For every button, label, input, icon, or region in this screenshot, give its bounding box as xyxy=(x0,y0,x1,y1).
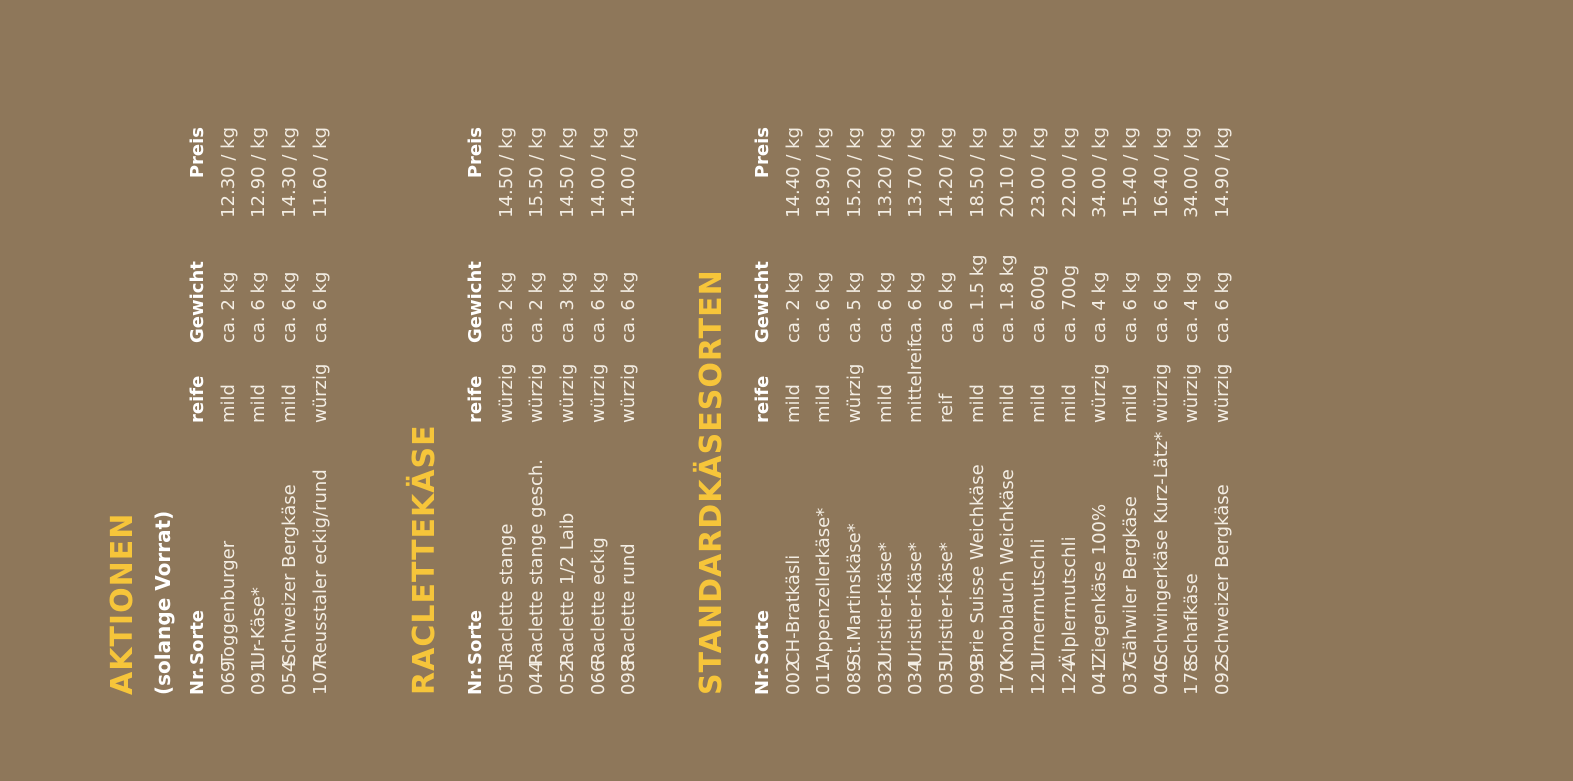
table-header-row xyxy=(747,55,778,695)
cell-reife: würzig xyxy=(1150,363,1172,423)
cell-gewicht: ca. 2 kg xyxy=(217,271,239,343)
cell-sorte: Raclette eckig xyxy=(587,537,609,665)
cell-reife: mild xyxy=(966,384,988,423)
cell-gewicht: ca. 700g xyxy=(1058,264,1080,343)
cell-reife: würzig xyxy=(843,363,865,423)
cell-nr: 040 xyxy=(1150,660,1172,695)
cell-nr: 052 xyxy=(556,660,578,695)
cell-reife: mild xyxy=(1028,384,1050,423)
table-row xyxy=(613,55,644,695)
cell-nr: 099 xyxy=(966,660,988,695)
cell-nr: 170 xyxy=(997,660,1019,695)
cell-sorte: Ur-Käse* xyxy=(248,587,270,665)
cell-reife: würzig xyxy=(1212,363,1234,423)
cell-sorte: Uristier-Käse* xyxy=(905,542,927,665)
cell-gewicht: ca. 6 kg xyxy=(1150,271,1172,343)
cell-reife: würzig xyxy=(618,363,640,423)
cell-sorte: Toggenburger xyxy=(217,540,239,665)
price-table xyxy=(460,55,644,695)
cell-nr: 089 xyxy=(843,660,865,695)
cell-gewicht: ca. 1.5 kg xyxy=(966,254,988,343)
cell-reife: würzig xyxy=(1089,363,1111,423)
cell-nr: 091 xyxy=(248,660,270,695)
table-row xyxy=(243,55,274,695)
cell-nr: 051 xyxy=(495,660,517,695)
cell-nr: 054 xyxy=(278,660,300,695)
cell-sorte: CH-Bratkäsli xyxy=(782,554,804,665)
cell-gewicht: ca. 6 kg xyxy=(278,271,300,343)
header-nr: Nr. xyxy=(751,666,773,695)
cell-nr: 178 xyxy=(1181,660,1203,695)
cell-preis: 12.90 / kg xyxy=(248,127,270,218)
cell-preis: 14.30 / kg xyxy=(278,127,300,218)
cell-sorte: Raclette rund xyxy=(618,543,640,665)
table-row xyxy=(1115,55,1146,695)
cell-sorte: Raclette stange xyxy=(495,523,517,665)
cell-preis: 14.50 / kg xyxy=(495,127,517,218)
cell-sorte: Schafkäse xyxy=(1181,573,1203,665)
cell-gewicht: ca. 2 kg xyxy=(526,271,548,343)
cell-reife: mild xyxy=(782,384,804,423)
cell-preis: 13.20 / kg xyxy=(874,127,896,218)
header-nr: Nr. xyxy=(464,666,486,695)
table-row xyxy=(778,55,809,695)
cell-preis: 13.70 / kg xyxy=(905,127,927,218)
cell-reife: mild xyxy=(278,384,300,423)
cell-nr: 066 xyxy=(587,660,609,695)
table-row xyxy=(552,55,583,695)
table-row xyxy=(931,55,962,695)
header-preis: Preis xyxy=(464,127,486,179)
cell-gewicht: ca. 6 kg xyxy=(874,271,896,343)
table-header-row xyxy=(460,55,491,695)
cell-gewicht: ca. 6 kg xyxy=(813,271,835,343)
cell-sorte: Uristier-Käse* xyxy=(874,542,896,665)
table-row xyxy=(900,55,931,695)
cell-nr: 092 xyxy=(1212,660,1234,695)
section-title: AKTIONEN xyxy=(105,512,140,695)
cell-preis: 15.20 / kg xyxy=(843,127,865,218)
header-sorte: Sorte xyxy=(751,609,773,665)
header-reife: reife xyxy=(751,375,773,423)
cell-nr: 002 xyxy=(782,660,804,695)
cell-gewicht: ca. 2 kg xyxy=(495,271,517,343)
cell-sorte: Schwingerkäse Kurz-Lätz* xyxy=(1150,431,1172,665)
cell-sorte: Ziegenkäse 100% xyxy=(1089,503,1111,665)
table-row xyxy=(962,55,993,695)
cell-preis: 22.00 / kg xyxy=(1058,127,1080,218)
cell-gewicht: ca. 6 kg xyxy=(309,271,331,343)
cell-nr: 121 xyxy=(1028,660,1050,695)
table-row xyxy=(808,55,839,695)
cell-preis: 14.50 / kg xyxy=(556,127,578,218)
cell-sorte: Appenzellerkäse* xyxy=(813,507,835,665)
header-sorte: Sorte xyxy=(186,609,208,665)
cell-nr: 124 xyxy=(1058,660,1080,695)
cell-nr: 034 xyxy=(905,660,927,695)
table-row xyxy=(521,55,552,695)
cell-preis: 15.50 / kg xyxy=(526,127,548,218)
header-sorte: Sorte xyxy=(464,609,486,665)
cell-preis: 14.00 / kg xyxy=(587,127,609,218)
cell-gewicht: ca. 600g xyxy=(1028,264,1050,343)
cell-preis: 14.00 / kg xyxy=(618,127,640,218)
header-nr: Nr. xyxy=(186,666,208,695)
cell-reife: mild xyxy=(1120,384,1142,423)
cell-sorte: Urnermutschli xyxy=(1028,538,1050,665)
cell-nr: 069 xyxy=(217,660,239,695)
cell-reife: würzig xyxy=(1181,363,1203,423)
header-preis: Preis xyxy=(751,127,773,179)
header-gewicht: Gewicht xyxy=(751,261,773,343)
table-row xyxy=(1207,55,1238,695)
cell-sorte: Gähwiler Bergkäse xyxy=(1120,496,1142,665)
cell-preis: 14.40 / kg xyxy=(782,127,804,218)
cell-nr: 098 xyxy=(618,660,640,695)
section-standard xyxy=(695,55,1238,695)
header-reife: reife xyxy=(464,375,486,423)
cell-preis: 18.50 / kg xyxy=(966,127,988,218)
cell-preis: 16.40 / kg xyxy=(1150,127,1172,218)
cell-reife: würzig xyxy=(309,363,331,423)
cell-reife: mild xyxy=(1058,384,1080,423)
cell-nr: 037 xyxy=(1120,660,1142,695)
cell-gewicht: ca. 6 kg xyxy=(248,271,270,343)
cell-preis: 12.30 / kg xyxy=(217,127,239,218)
table-row xyxy=(1177,55,1208,695)
cell-sorte: Schweizer Bergkäse xyxy=(1212,484,1234,665)
cell-preis: 18.90 / kg xyxy=(813,127,835,218)
cell-gewicht: ca. 6 kg xyxy=(1212,271,1234,343)
table-row xyxy=(870,55,901,695)
cell-gewicht: ca. 6 kg xyxy=(905,271,927,343)
table-row xyxy=(993,55,1024,695)
cell-reife: würzig xyxy=(587,363,609,423)
header-preis: Preis xyxy=(186,127,208,179)
cell-preis: 14.20 / kg xyxy=(935,127,957,218)
cell-reife: mild xyxy=(217,384,239,423)
section-title: RACLETTEKÄSE xyxy=(407,424,442,695)
cell-sorte: Schweizer Bergkäse xyxy=(278,484,300,665)
cell-gewicht: ca. 4 kg xyxy=(1181,271,1203,343)
table-row xyxy=(583,55,614,695)
cell-nr: 044 xyxy=(526,660,548,695)
header-gewicht: Gewicht xyxy=(186,261,208,343)
cell-gewicht: ca. 6 kg xyxy=(587,271,609,343)
cell-preis: 15.40 / kg xyxy=(1120,127,1142,218)
price-table xyxy=(747,55,1238,695)
cell-sorte: Reusstaler eckig/rund xyxy=(309,469,331,665)
table-row xyxy=(839,55,870,695)
cell-reife: reif xyxy=(935,393,957,423)
cell-gewicht: ca. 6 kg xyxy=(1120,271,1142,343)
cell-reife: würzig xyxy=(526,363,548,423)
cell-gewicht: ca. 6 kg xyxy=(935,271,957,343)
cell-gewicht: ca. 2 kg xyxy=(782,271,804,343)
table-row xyxy=(1085,55,1116,695)
table-row xyxy=(305,55,336,695)
cell-reife: mittelreif xyxy=(905,340,927,423)
cell-reife: mild xyxy=(874,384,896,423)
table-row xyxy=(213,55,244,695)
cell-preis: 20.10 / kg xyxy=(997,127,1019,218)
cell-sorte: Raclette 1/2 Laib xyxy=(556,512,578,665)
price-table xyxy=(182,55,335,695)
cell-preis: 14.90 / kg xyxy=(1212,127,1234,218)
table-row xyxy=(1023,55,1054,695)
table-row xyxy=(1054,55,1085,695)
table-row xyxy=(491,55,522,695)
cell-gewicht: ca. 4 kg xyxy=(1089,271,1111,343)
table-header-row xyxy=(182,55,213,695)
header-gewicht: Gewicht xyxy=(464,261,486,343)
section-raclette xyxy=(408,55,644,695)
cell-nr: 107 xyxy=(309,660,331,695)
table-row xyxy=(274,55,305,695)
cell-nr: 035 xyxy=(935,660,957,695)
cell-sorte: Brie Suisse Weichkäse xyxy=(966,464,988,665)
cell-preis: 23.00 / kg xyxy=(1028,127,1050,218)
section-aktionen xyxy=(106,55,335,695)
cell-sorte: Uristier-Käse* xyxy=(935,542,957,665)
section-title: STANDARDKÄSESORTEN xyxy=(694,269,729,695)
section-subtitle: (solange Vorrat) xyxy=(151,510,175,695)
cell-preis: 11.60 / kg xyxy=(309,127,331,218)
cell-nr: 041 xyxy=(1089,660,1111,695)
cell-sorte: Knoblauch Weichkäse xyxy=(997,469,1019,665)
cell-gewicht: ca. 3 kg xyxy=(556,271,578,343)
cell-reife: würzig xyxy=(556,363,578,423)
cell-nr: 032 xyxy=(874,660,896,695)
cell-preis: 34.00 / kg xyxy=(1181,127,1203,218)
cell-sorte: St.Martinskäse* xyxy=(843,523,865,665)
cell-reife: würzig xyxy=(495,363,517,423)
cell-reife: mild xyxy=(248,384,270,423)
cell-nr: 011 xyxy=(813,660,835,695)
table-row xyxy=(1146,55,1177,695)
cell-reife: mild xyxy=(997,384,1019,423)
cell-sorte: Älplermutschli xyxy=(1058,536,1080,665)
cell-sorte: Raclette stange gesch. xyxy=(526,458,548,665)
header-reife: reife xyxy=(186,375,208,423)
cell-reife: mild xyxy=(813,384,835,423)
cell-gewicht: ca. 1.8 kg xyxy=(997,254,1019,343)
cell-gewicht: ca. 5 kg xyxy=(843,271,865,343)
cell-gewicht: ca. 6 kg xyxy=(618,271,640,343)
cell-preis: 34.00 / kg xyxy=(1089,127,1111,218)
